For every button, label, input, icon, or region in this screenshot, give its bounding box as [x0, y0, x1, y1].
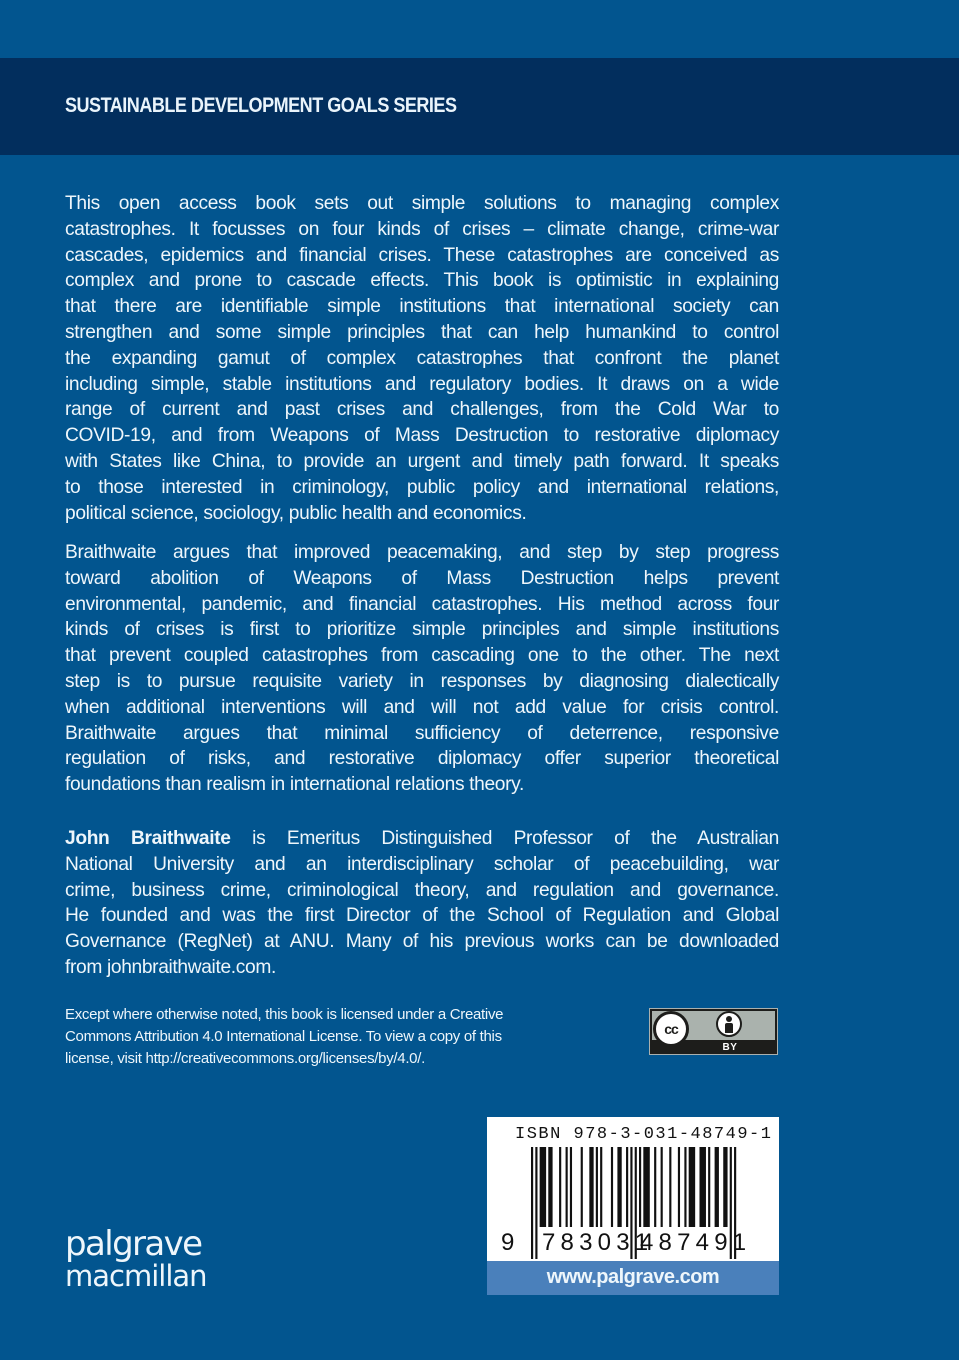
- author-bio-line: Governance (RegNet) at ANU. Many of his previous works can be downloaded: [65, 931, 779, 953]
- barcode-bar: [600, 1147, 602, 1227]
- barcode-bar: [715, 1147, 719, 1227]
- paragraph-line: Braithwaite argues that minimal sufficiency of deterrence, responsive: [65, 722, 779, 744]
- license-line: Commons Attribution 4.0 International License. To view a copy of this: [65, 1028, 502, 1045]
- barcode-bar: [559, 1147, 561, 1227]
- paragraph-line: range of current and past crises and challenges, from the Cold War to: [65, 399, 779, 421]
- cc-icon: cc: [653, 1011, 689, 1047]
- attribution-person-icon: [716, 1011, 742, 1037]
- barcode-bar: [617, 1147, 621, 1227]
- person-head: [726, 1016, 732, 1022]
- palgrave-macmillan-logo: [65, 1224, 207, 1293]
- paragraph-line: step is to pursue requisite variety in responses by diagnosing dialectically: [65, 670, 779, 692]
- barcode-bar: [611, 1147, 613, 1227]
- paragraph-line: This open access book sets out simple solutions to managing complex: [65, 193, 779, 214]
- cc-by-badge: [649, 1008, 778, 1055]
- author-bio-line: [65, 826, 779, 852]
- series-title: SUSTAINABLE DEVELOPMENT GOALS SERIES: [65, 94, 457, 117]
- barcode-bar: [723, 1147, 727, 1227]
- author-bio-line: from johnbraithwaite.com.: [65, 956, 276, 978]
- paragraph-line: to those interested in criminology, public policy and international relations,: [65, 476, 779, 498]
- author-name: John Braithwaite: [65, 828, 231, 849]
- paragraph-line: when additional interventions will and will not add value for crisis control.: [65, 696, 779, 718]
- logo-macmillan: macmillan: [65, 1259, 207, 1293]
- barcode-bar: [570, 1147, 572, 1227]
- person-body: [725, 1023, 733, 1033]
- barcode-bar: [626, 1147, 628, 1227]
- paragraph-line: political science, sociology, public health and economics.: [65, 502, 527, 524]
- paragraph-line: cascades, epidemics and financial crises. These catastrophes are conceived as: [65, 244, 779, 266]
- logo-palgrave: palgrave: [65, 1224, 202, 1264]
- paragraph-line: Braithwaite argues that improved peacemaking, and step by step progress: [65, 542, 779, 563]
- paragraph-line: that there are identifiable simple institutions that international society can: [65, 296, 779, 318]
- barcode-bar: [548, 1147, 552, 1227]
- by-label: BY: [722, 1042, 738, 1053]
- isbn-label: ISBN 978-3-031-48749-1: [515, 1125, 773, 1144]
- paragraph-line: environmental, pandemic, and financial catastrophes. His method across four: [65, 593, 779, 615]
- isbn-barcode: [487, 1117, 779, 1261]
- barcode-bar: [643, 1147, 649, 1227]
- paragraph-line: COVID-19, and from Weapons of Mass Destruction to restorative diplomacy: [65, 425, 779, 447]
- paragraph-line: toward abolition of Weapons of Mass Destruction helps prevent: [65, 567, 779, 589]
- barcode-bar: [684, 1147, 686, 1227]
- barcode-bar: [689, 1147, 695, 1227]
- paragraph-line: catastrophes. It focusses on four kinds of crises – climate change, crime-war: [65, 218, 779, 240]
- barcode-right-digits: 487491: [640, 1229, 752, 1256]
- barcode-bar: [589, 1147, 593, 1227]
- barcode-bar: [596, 1147, 598, 1227]
- barcode-bar: [661, 1147, 663, 1227]
- barcode-bar: [566, 1147, 568, 1227]
- paragraph-line: kinds of crises is first to prioritize simple principles and simple institutions: [65, 619, 779, 641]
- paragraph-line: regulation of risks, and restorative diplomacy offer superior theoretical: [65, 748, 779, 770]
- barcode-bar: [699, 1147, 705, 1227]
- barcode-bar: [581, 1147, 583, 1227]
- barcode-guard-bar: [531, 1147, 533, 1259]
- barcode-bar: [708, 1147, 710, 1227]
- paragraph-line: strengthen and some simple principles that can help humankind to control: [65, 321, 779, 343]
- paragraph-line: including simple, stable institutions and regulatory bodies. It draws on a wide: [65, 373, 779, 395]
- publisher-url[interactable]: www.palgrave.com: [487, 1261, 779, 1295]
- barcode-bar: [654, 1147, 656, 1227]
- license-line: Except where otherwise noted, this book is licensed under a Creative: [65, 1006, 504, 1023]
- barcode-bar: [669, 1147, 671, 1227]
- blurb-paragraph-2: [65, 540, 779, 798]
- barcode-guard-bar: [535, 1147, 537, 1259]
- author-bio-line: National University and an interdisciplinary scholar of peacebuilding, war: [65, 853, 779, 875]
- barcode-bar: [540, 1147, 546, 1227]
- author-bio-line: crime, business crime, criminological theory, and regulation and governance.: [65, 879, 779, 901]
- author-bio-first-line: is Emeritus Distinguished Professor of the Australian: [230, 828, 779, 849]
- barcode-bar: [639, 1147, 641, 1227]
- barcode-bar: [678, 1147, 680, 1227]
- author-bio-line: He founded and was the first Director of the School of Regulation and Global: [65, 905, 779, 927]
- license-notice: [65, 1004, 605, 1070]
- barcode-left-digits: 783031: [542, 1229, 654, 1256]
- paragraph-line: complex and prone to cascade effects. This book is optimistic in explaining: [65, 270, 779, 292]
- author-bio: [65, 826, 779, 981]
- paragraph-line: that prevent coupled catastrophes from cascading one to the other. The next: [65, 645, 779, 667]
- paragraph-line: foundations than realism in international relations theory.: [65, 774, 524, 796]
- blurb-paragraph-1: [65, 191, 779, 526]
- license-line: license, visit http://creativecommons.org/licenses/by/4.0/.: [65, 1050, 425, 1067]
- paragraph-line: with States like China, to provide an urgent and timely path forward. It speaks: [65, 450, 779, 472]
- barcode-lead-digit: 9: [501, 1229, 515, 1256]
- paragraph-line: the expanding gamut of complex catastrophes that confront the planet: [65, 347, 779, 369]
